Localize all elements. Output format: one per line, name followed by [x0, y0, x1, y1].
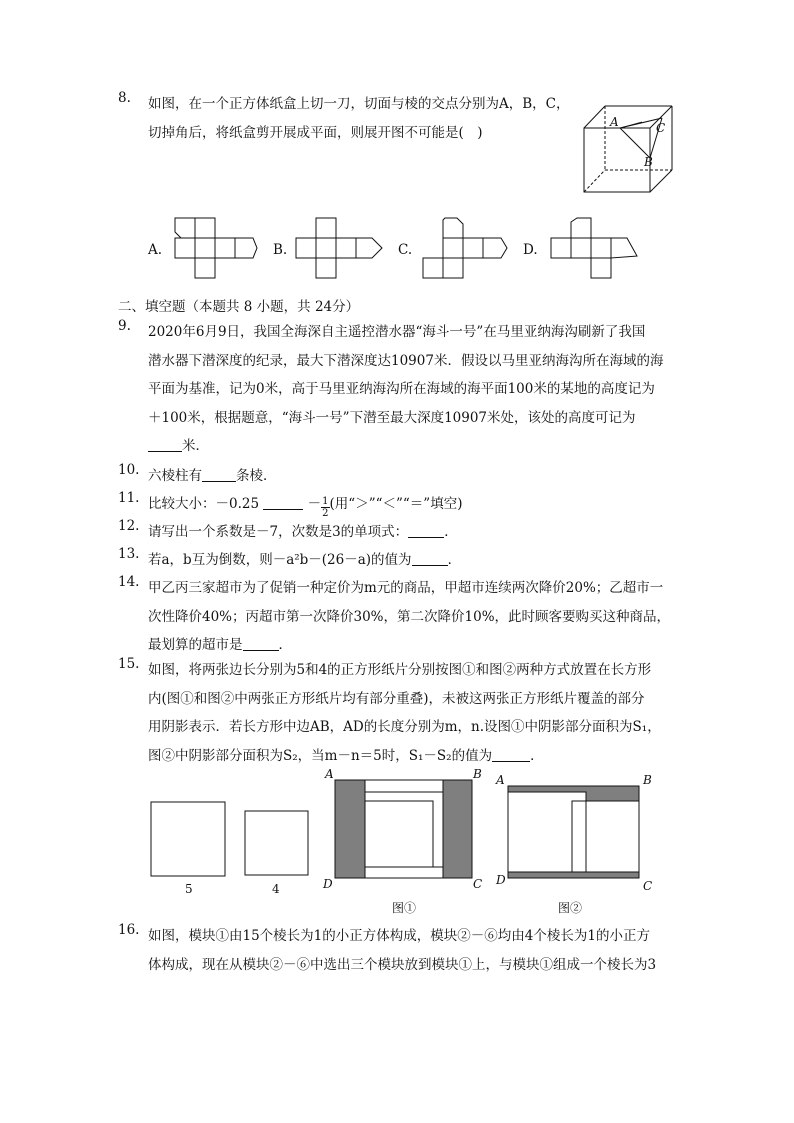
question-text: 如图，在一个正方体纸盒上切一刀，切面与棱的交点分别为A，B，C， 切掉角后，将纸盒剪开展成平面，则展开图不可能是( ) — [148, 96, 570, 141]
section-heading: 二、填空题（本题共 8 小题，共 24分） — [118, 299, 360, 315]
question-10: 10. 六棱柱有 条棱． — [118, 462, 277, 484]
question-16: 16. 如图，模块①由15个棱长为1的小正方体构成，模块②－⑥均由4个棱长为1的小正方 体构成，现在从模块②－⑥中选出三个模块放到模块①上，与模块①组成一个棱长为3 — [118, 922, 657, 973]
question-11: 11. 比较大小：－0.25 － $\frac{1}{2}$ (用“＞”“＜”“＝”填空) — [118, 490, 463, 519]
answer-blank[interactable] — [202, 467, 236, 482]
question-number: 8. — [118, 90, 131, 106]
q15-figures — [140, 768, 660, 918]
svg-text:D: D — [496, 873, 506, 887]
cube-label-c: C — [656, 121, 666, 135]
square-side-4 — [245, 811, 308, 875]
question-number: 11. — [118, 490, 140, 506]
option-d-label[interactable]: D. — [523, 242, 538, 258]
square-side-5 — [151, 802, 225, 876]
question-14: 14. 甲乙丙三家超市为了促销一种定价为m元的商品，甲超市连续两次降价20%；乙超市一 次性降价40%；丙超市第一次降价30%，第二次降价10%，此时顾客要购买这种商品， 最划算的超市是 ． — [118, 574, 671, 653]
figure-2-caption: 图② — [558, 901, 583, 915]
option-b-net[interactable] — [296, 216, 386, 280]
answer-blank[interactable] — [263, 495, 303, 510]
question-text: 2020年6月9日，我国全海深自主遥控潜水器“海斗一号”在马里亚纳海沟刷新了我国 潜水器下潜深度的纪录，最大下潜深度达10907米．假设以马里亚纳海沟所在海域的海 平面为基准，记为0米，高于马里亚纳海沟所在海域的海平面100米的某地的高度记为 ＋100米，根据题意，“海斗一号”下潜至最大深度10907米处，该处的高度可记为 米． — [148, 324, 664, 454]
option-a-net[interactable] — [175, 216, 265, 280]
option-d-net[interactable] — [551, 216, 641, 280]
svg-text:D: D — [323, 877, 333, 891]
question-number: 16. — [118, 922, 140, 938]
label-4: 4 — [272, 882, 280, 896]
question-15: 15. 如图，将两张边长分别为5和4的正方形纸片分别按图①和图②两种方式放置在长方形 内(图①和图②中两张正方形纸片均有部分重叠)，未被这两张正方形纸片覆盖的部分 用阴影表示．若长方形中边AB，AD的长度分别为m，n.设图①中阴影部分面积为S₁， 图②中阴影部分面积为S₂，当m－n＝5时，S₁－S₂的值为 ． — [118, 656, 661, 764]
answer-blank[interactable] — [412, 551, 448, 566]
label-5: 5 — [185, 882, 193, 896]
answer-blank[interactable] — [408, 523, 444, 538]
option-c-net[interactable] — [423, 216, 513, 280]
question-number: 15. — [118, 656, 140, 672]
option-c-label[interactable]: C. — [398, 242, 413, 258]
question-number: 12. — [118, 518, 140, 534]
figure-2 — [495, 773, 652, 915]
svg-text:B: B — [643, 773, 652, 787]
cube-figure — [580, 100, 680, 200]
svg-text:C: C — [643, 879, 653, 893]
answer-blank[interactable] — [148, 437, 182, 452]
option-a-label[interactable]: A. — [148, 242, 163, 258]
cube-label-b: B — [644, 155, 653, 169]
fraction-one-half: $\frac{1}{2}$ — [322, 496, 329, 519]
answer-blank[interactable] — [492, 747, 530, 762]
answer-blank[interactable] — [243, 636, 279, 651]
question-number: 13. — [118, 546, 140, 562]
figure-1-caption: 图① — [392, 901, 417, 915]
question-number: 9. — [118, 318, 131, 334]
svg-text:C: C — [473, 877, 483, 891]
option-b-label[interactable]: B. — [273, 242, 288, 258]
cube-label-a: A — [610, 115, 619, 129]
question-9 — [118, 318, 698, 458]
question-12: 12. 请写出一个系数是－7，次数是3的单项式： ． — [118, 518, 458, 540]
question-number: 14. — [118, 574, 140, 590]
figure-1 — [322, 767, 482, 915]
question-13: 13. 若a，b互为倒数，则－a²b－(26－a)的值为 ． — [118, 546, 462, 568]
question-number: 10. — [118, 462, 140, 478]
svg-text:A: A — [325, 767, 334, 781]
svg-text:B: B — [473, 767, 482, 781]
svg-text:A: A — [496, 773, 505, 787]
